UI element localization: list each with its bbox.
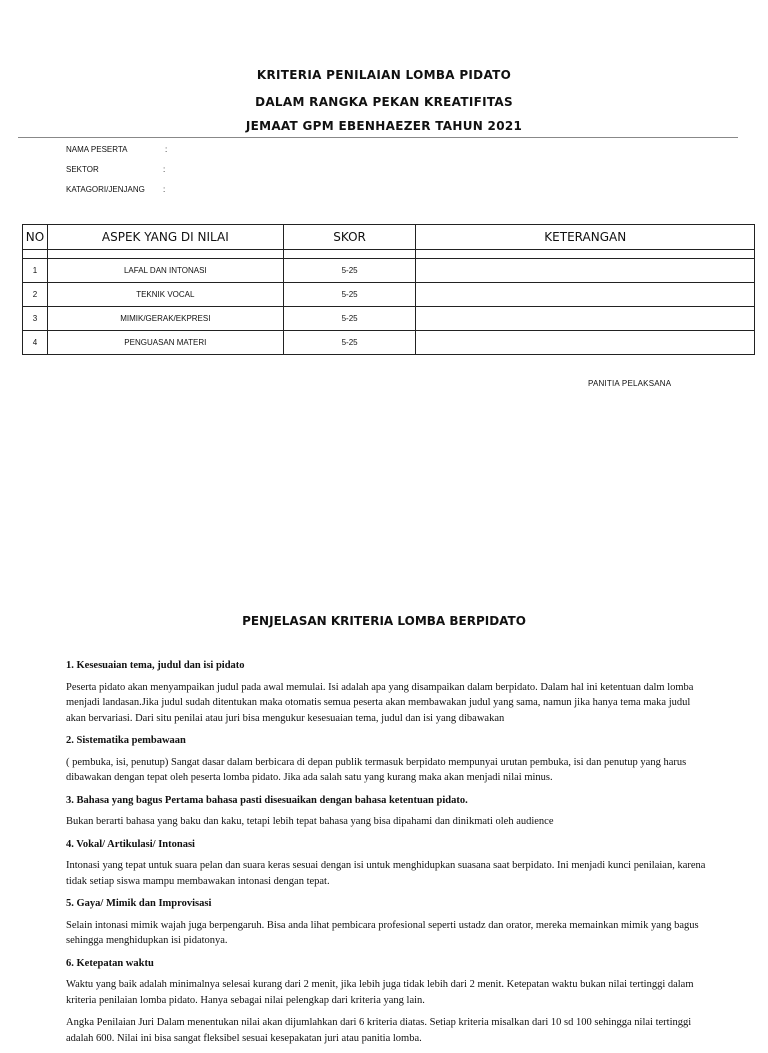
section-heading: 5. Gaya/ Mimik dan Improvisasi xyxy=(66,898,212,909)
cell-aspek: TEKNIK VOCAL xyxy=(47,283,283,307)
field-nama-peserta xyxy=(66,145,168,154)
cell-aspek: MIMIK/GERAK/EKPRESI xyxy=(47,307,283,331)
table-spacer-row xyxy=(23,250,755,259)
cell-aspek: LAFAL DAN INTONASI xyxy=(47,259,283,283)
cell-no: 1 xyxy=(23,259,48,283)
cell-skor: 5-25 xyxy=(283,283,416,307)
section-body: Waktu yang baik adalah minimalnya selesai kurang dari 2 menit, jika lebih juga tidak lebih dari 2 menit. Ketepatan waktu bukan nilai tertinggi dalam kriteria penilaian lomba pidato. Hanya sebagai nilai pelengkap dari kriteria yang lain. xyxy=(66,979,694,1006)
field-label: SEKTOR xyxy=(66,165,99,174)
section-body: ( pembuka, isi, penutup) Sangat dasar dalam berbicara di depan publik termasuk berpidato mempunyai urutan pembuka, isi dan penutup yang harus dibawakan dengan tepat oleh peserta lomba pidato. Jika ada salah satu yang kurang maka akan menjadi nilai minus. xyxy=(66,756,687,783)
explanation-title: PENJELASAN KRITERIA LOMBA BERPIDATO xyxy=(242,614,526,628)
section-heading: 4. Vokal/ Artikulasi/ Intonasi xyxy=(66,838,195,850)
cell-aspek: PENGUASAN MATERI xyxy=(47,331,283,355)
cell-skor: 5-25 xyxy=(283,331,416,355)
cell-keterangan xyxy=(416,259,755,283)
cell-no: 4 xyxy=(23,331,48,355)
closing-paragraph: Angka Penilaian Juri Dalam menentukan nilai akan dijumlahkan dari 6 kriteria diatas. Setiap kriteria misalkan dari 10 sd 100 sehingga nilai tertinggi adalah 600. Nilai ini bisa sangat fleksibel sesuai kesepakatan juri atau panitia lomba. xyxy=(66,1017,692,1044)
field-label: KATAGORI/JENJANG xyxy=(66,185,145,194)
section-body: Intonasi yang tepat untuk suara pelan dan suara keras sesuai dengan isi untuk menghidupkan suasana saat berpidato. Ini menjadi kunci penilaian, karena tidak setiap siswa mampu membawakan intonasi dengan tepat. xyxy=(66,860,706,887)
table-row xyxy=(23,283,755,307)
field-katagori-jenjang xyxy=(66,185,166,194)
cell-keterangan xyxy=(416,331,755,355)
cell-keterangan xyxy=(416,283,755,307)
cell-skor: 5-25 xyxy=(283,307,416,331)
header-no: NO xyxy=(23,225,48,250)
section-body: Bukan berarti bahasa yang baku dan kaku, tetapi lebih tepat bahasa yang bisa dipahami dan dinikmati oleh audience xyxy=(66,816,554,827)
section-heading: 2. Sistematika pembawaan xyxy=(66,735,186,746)
header-divider xyxy=(18,137,738,138)
field-sektor xyxy=(66,165,166,174)
explanation-sections xyxy=(66,658,706,1053)
field-colon: : xyxy=(163,185,166,194)
doc-title-line-1: KRITERIA PENILAIAN LOMBA PIDATO xyxy=(256,68,512,82)
section-heading: 6. Ketepatan waktu xyxy=(66,957,154,969)
table-row xyxy=(23,259,755,283)
table-row xyxy=(23,331,755,355)
table-header-row xyxy=(23,225,755,250)
header-keterangan: KETERANGAN xyxy=(416,225,755,250)
field-colon: : xyxy=(165,145,168,154)
cell-keterangan xyxy=(416,307,755,331)
section-body: Peserta pidato akan menyampaikan judul pada awal memulai. Isi adalah apa yang disampaikan dalam berpidato. Dalam hal ini ketentuan dalm lomba menjadi landasan.Jika judul sudah ditentukan maka otomatis semua peserta akan membawakan judul yang sama, namun jika hanya tema maka judul akan bervariasi. Dari situ penilai atau juri bisa mengukur kesesuaian tema, judul dan isi yang dibawakan xyxy=(66,681,694,724)
header-skor: SKOR xyxy=(283,225,416,250)
doc-title-line-3: JEMAAT GPM EBENHAEZER TAHUN 2021 xyxy=(245,119,523,133)
table-row xyxy=(23,307,755,331)
header-aspek: ASPEK YANG DI NILAI xyxy=(47,225,283,250)
cell-skor: 5-25 xyxy=(283,259,416,283)
panitia-pelaksana: PANITIA PELAKSANA xyxy=(588,379,672,388)
cell-no: 2 xyxy=(23,283,48,307)
section-heading: 1. Kesesuaian tema, judul dan isi pidato xyxy=(66,660,245,671)
section-heading: 3. Bahasa yang bagus Pertama bahasa pasti disesuaikan dengan bahasa ketentuan pidato. xyxy=(66,794,468,806)
field-label: NAMA PESERTA xyxy=(66,145,128,154)
criteria-table xyxy=(22,224,755,355)
doc-title-line-2: DALAM RANGKA PEKAN KREATIFITAS xyxy=(255,95,513,109)
cell-no: 3 xyxy=(23,307,48,331)
field-colon: : xyxy=(163,165,166,174)
section-body: Selain intonasi mimik wajah juga berpengaruh. Bisa anda lihat pembicara profesional seperti ustadz dan orator, mereka memainkan mimik yang bagus sehingga menghidupkan isi pidatonya. xyxy=(66,919,699,946)
